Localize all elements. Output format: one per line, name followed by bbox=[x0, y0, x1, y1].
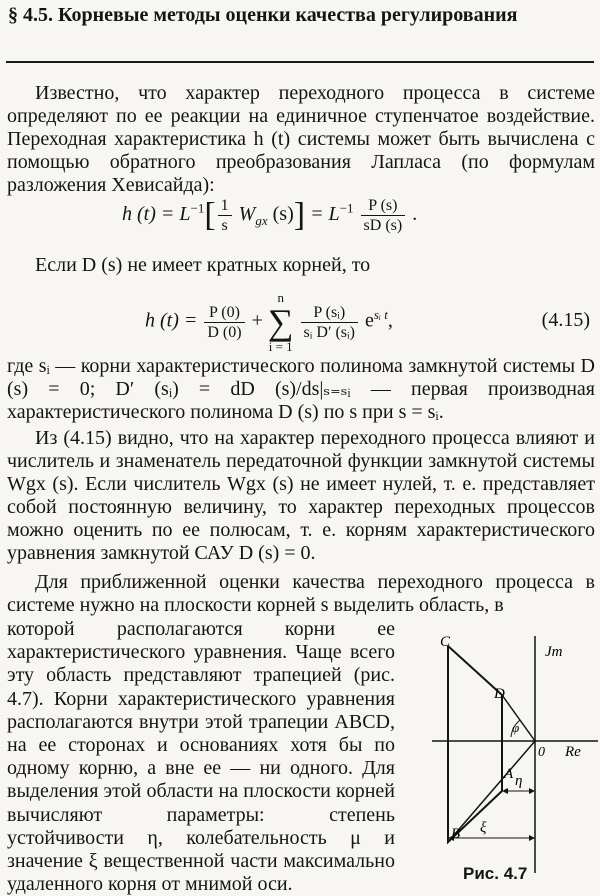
formula1-inv: −1 bbox=[190, 200, 205, 216]
label-a: A bbox=[504, 766, 514, 782]
formula2-lhs: h (t) = bbox=[145, 309, 198, 332]
formula2-tail: , bbox=[387, 309, 393, 332]
formula1-frac1 bbox=[218, 196, 232, 235]
frac1-den: s bbox=[221, 217, 228, 234]
sum-bottom: i = 1 bbox=[268, 339, 293, 354]
formula-heaviside bbox=[122, 196, 417, 235]
formula2-frac2 bbox=[301, 303, 358, 342]
frac4-num: P (sᵢ) bbox=[301, 303, 358, 323]
sum-top: n bbox=[277, 290, 284, 305]
formula2-frac1 bbox=[204, 303, 244, 342]
equation-number: (4.15) bbox=[541, 309, 590, 331]
formula2-exp-power: sᵢ t bbox=[373, 306, 388, 322]
formula1-w-arg: (s) bbox=[272, 203, 294, 226]
section-title: § 4.5. Корневые методы оценки качества регулирования bbox=[8, 4, 518, 26]
paragraph-trapezoid: которой располагаются корни ее характеристического уравнения. Чаще всего эту область представляют трапецией (рис. 4.7). Корни характеристического уравнения располагаются внутри этой трапеции ABCD, на ее сторонах и основаниях хотя бы по одному корню, а вне ее — ни одного. Для выделения этой области на плоскости корней вычисляют параметры: степень устойчивости η, колебательность μ и значение ξ вещественной части максимально удаленного корня от мнимой оси. bbox=[7, 618, 395, 896]
formula1-tail: . bbox=[412, 203, 418, 226]
label-origin: 0 bbox=[538, 745, 545, 760]
paragraph-estimate: Для приближенной оценки качества переходного процесса в системе нужно на плоскости корней s выделить область, в bbox=[7, 571, 595, 616]
formula1-frac2 bbox=[361, 196, 406, 235]
eta-arrow-right bbox=[529, 788, 535, 794]
label-c: C bbox=[440, 634, 451, 650]
paragraph-analysis: Из (4.15) видно, что на характер переходного процесса влияют и числитель и знаменатель передаточной функции замкнутой системы Wgx (s). Если числитель Wgx (s) не имеет нулей, т. е. представляет собой постоянную величину, то характер переходных процессов можно оценить по ее полюсам, т. е. корням характеристического уравнения замкнутой САУ D (s) = 0. bbox=[7, 427, 595, 564]
sum-symbol: ∑ bbox=[267, 302, 294, 342]
label-re: Re bbox=[565, 744, 581, 760]
title-rule bbox=[6, 61, 594, 63]
figure-4-7 bbox=[420, 628, 598, 890]
figure-caption: Рис. 4.7 bbox=[463, 864, 528, 883]
formula2-plus: + bbox=[251, 309, 263, 332]
label-d: D bbox=[494, 686, 505, 702]
formula1-inv2: −1 bbox=[339, 200, 354, 216]
formula1-eq2: = L bbox=[310, 203, 340, 226]
formula-4-15 bbox=[145, 291, 393, 353]
sum-sign bbox=[268, 291, 294, 353]
trapezoid-left-side bbox=[448, 646, 502, 842]
label-im: Jm bbox=[545, 644, 563, 660]
label-eta: η bbox=[515, 773, 523, 789]
paragraph-intro: Известно, что характер переходного процесса в системе определяют по ее реакции на единичное ступенчатое воздействие. Переходная характеристика h (t) системы может быть вычислена с помощью обратного преобразования Лапласа (по формулам разложения Хевисайда): bbox=[7, 82, 595, 196]
formula1-lhs: h (t) = L bbox=[122, 203, 191, 226]
paragraph-roots: Если D (s) не имеет кратных корней, то bbox=[35, 254, 371, 276]
label-b: B bbox=[451, 826, 461, 842]
label-phi: φ bbox=[512, 720, 520, 735]
frac2-num: P (s) bbox=[361, 196, 406, 216]
formula1-w: W bbox=[238, 203, 256, 226]
formula2-exp: e bbox=[364, 309, 374, 332]
bracket-open: [ bbox=[204, 196, 216, 234]
label-xi: ξ bbox=[480, 820, 487, 836]
frac3-num: P (0) bbox=[204, 303, 244, 323]
xi-arrow-right bbox=[529, 835, 535, 841]
frac4-den: sᵢ D′ (sᵢ) bbox=[303, 323, 355, 341]
formula1-w-sub: gx bbox=[255, 213, 268, 229]
paragraph-where: где sᵢ — корни характеристического полинома замкнутой системы D (s) = 0; D′ (sᵢ) = dD (s)/ds|ₛ₌ₛᵢ — первая производная характеристического полинома D (s) по s при s = sᵢ. bbox=[7, 355, 595, 423]
frac1-num: 1 bbox=[218, 196, 232, 216]
frac3-den: D (0) bbox=[207, 323, 242, 341]
frac2-den: sD (s) bbox=[363, 217, 403, 234]
bracket-close: ] bbox=[293, 196, 306, 234]
